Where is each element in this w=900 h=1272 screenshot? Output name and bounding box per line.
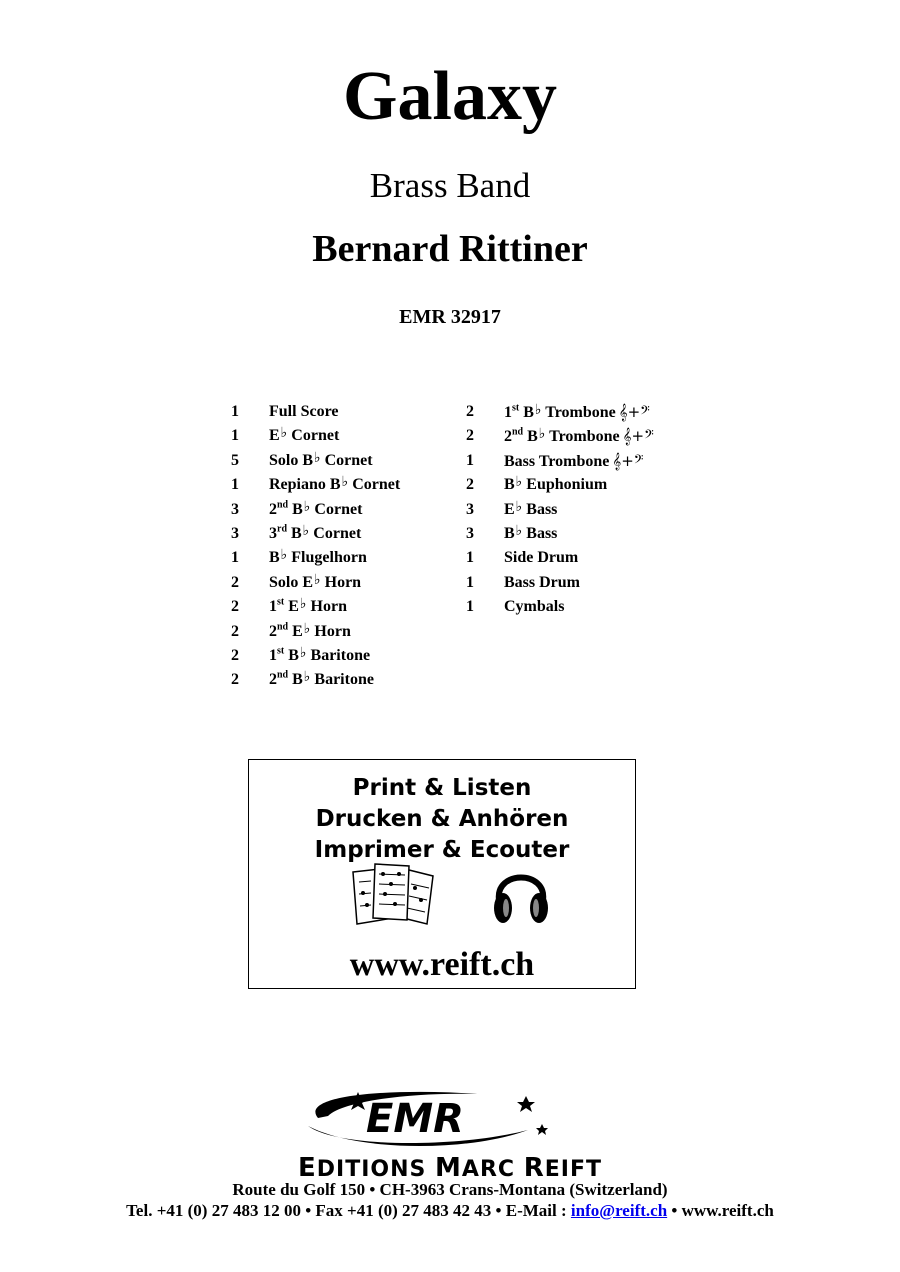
part-quantity: 3 xyxy=(231,500,239,518)
part-name: B♭ Flugelhorn xyxy=(269,548,367,567)
svg-text:EMR: EMR xyxy=(366,1096,464,1142)
score-title: Galaxy xyxy=(343,58,557,135)
flat-sign: ♭ xyxy=(303,621,311,637)
part-name: 2nd B♭ Cornet xyxy=(269,499,363,518)
flat-sign: ♭ xyxy=(314,450,321,466)
part-name: 1st E♭ Horn xyxy=(269,596,347,616)
publisher-contact xyxy=(0,1202,900,1219)
flat-sign: ♭ xyxy=(299,597,307,613)
flat-sign: ♭ xyxy=(303,670,311,686)
part-quantity: 2 xyxy=(231,573,239,591)
part-name: E♭ Bass xyxy=(504,499,558,518)
part-quantity: 3 xyxy=(466,500,474,518)
sheet-music-icon xyxy=(349,862,441,932)
part-quantity: 1 xyxy=(466,451,474,469)
flat-sign: ♭ xyxy=(280,426,288,442)
contact-website: • www.reift.ch xyxy=(667,1201,774,1220)
publisher-address: Route du Golf 150 • CH-3963 Crans-Montana (Switzerland) xyxy=(232,1180,668,1199)
part-name: Side Drum xyxy=(504,549,579,567)
flat-sign: ♭ xyxy=(299,646,307,661)
emr-logo xyxy=(248,1086,558,1154)
part-quantity: 1 xyxy=(231,427,239,445)
part-name: B♭ Bass xyxy=(504,524,558,542)
part-name: 1st B♭ Trombone 𝄞+𝄢 xyxy=(504,402,650,421)
composer-name: Bernard Rittiner xyxy=(312,228,588,270)
flat-sign: ♭ xyxy=(280,548,288,564)
promo-website[interactable]: www.reift.ch xyxy=(349,946,535,983)
ensemble-subtitle: Brass Band xyxy=(369,166,531,205)
part-name: Bass Trombone 𝄞+𝄢 xyxy=(504,451,644,470)
part-quantity: 1 xyxy=(466,598,474,616)
part-name: B♭ Euphonium xyxy=(504,475,608,494)
part-name: 2nd E♭ Horn xyxy=(269,621,351,640)
part-quantity: 2 xyxy=(231,671,239,689)
part-quantity: 2 xyxy=(466,403,474,420)
contact-phone-fax: Tel. +41 (0) 27 483 12 00 • Fax +41 (0) 27 483 42 43 • E-Mail : xyxy=(126,1201,571,1220)
email-link[interactable]: info@reift.ch xyxy=(570,1201,668,1220)
part-quantity: 1 xyxy=(466,549,474,567)
part-quantity: 1 xyxy=(466,573,474,591)
part-name: 2nd B♭ Trombone 𝄞+𝄢 xyxy=(504,427,654,446)
part-quantity: 1 xyxy=(231,549,239,567)
flat-sign: ♭ xyxy=(302,524,310,539)
clef-icon: 𝄞+𝄢 xyxy=(622,427,654,446)
part-name: Full Score xyxy=(269,403,339,420)
promo-line-french: Imprimer & Ecouter xyxy=(314,837,570,863)
part-name: Solo B♭ Cornet xyxy=(269,450,373,469)
headphones-icon xyxy=(491,860,551,926)
flat-sign: ♭ xyxy=(314,572,321,588)
part-quantity: 3 xyxy=(231,525,239,542)
catalog-number: EMR 32917 xyxy=(399,306,501,328)
part-name: 2nd B♭ Baritone xyxy=(269,670,374,689)
clef-icon: 𝄞+𝄢 xyxy=(612,451,644,470)
clef-icon: 𝄞+𝄢 xyxy=(618,403,650,421)
part-name: Cymbals xyxy=(504,598,565,616)
part-quantity: 2 xyxy=(231,647,239,664)
promo-line-english: Print & Listen xyxy=(352,775,532,801)
part-quantity: 1 xyxy=(231,476,239,494)
flat-sign: ♭ xyxy=(303,499,311,515)
flat-sign: ♭ xyxy=(515,524,523,539)
part-name: 3rd B♭ Cornet xyxy=(269,523,362,542)
publisher-name: EDITIONS MARC REIFT xyxy=(298,1153,602,1183)
promo-line-german: Drucken & Anhören xyxy=(315,806,569,832)
part-name: 1st B♭ Baritone xyxy=(269,645,371,664)
part-quantity: 2 xyxy=(231,622,239,640)
flat-sign: ♭ xyxy=(538,427,546,443)
flat-sign: ♭ xyxy=(515,499,523,515)
part-quantity: 5 xyxy=(231,451,239,469)
part-name: Bass Drum xyxy=(504,573,581,591)
flat-sign: ♭ xyxy=(534,403,542,418)
part-quantity: 2 xyxy=(231,598,239,616)
print-listen-box xyxy=(248,759,636,989)
part-name: Repiano B♭ Cornet xyxy=(269,475,401,494)
part-name: Solo E♭ Horn xyxy=(269,572,362,591)
part-name: E♭ Cornet xyxy=(269,426,340,445)
part-quantity: 1 xyxy=(231,403,239,420)
part-quantity: 2 xyxy=(466,427,474,445)
part-quantity: 2 xyxy=(466,476,474,494)
flat-sign: ♭ xyxy=(341,475,349,491)
flat-sign: ♭ xyxy=(515,475,523,491)
part-quantity: 3 xyxy=(466,525,474,542)
